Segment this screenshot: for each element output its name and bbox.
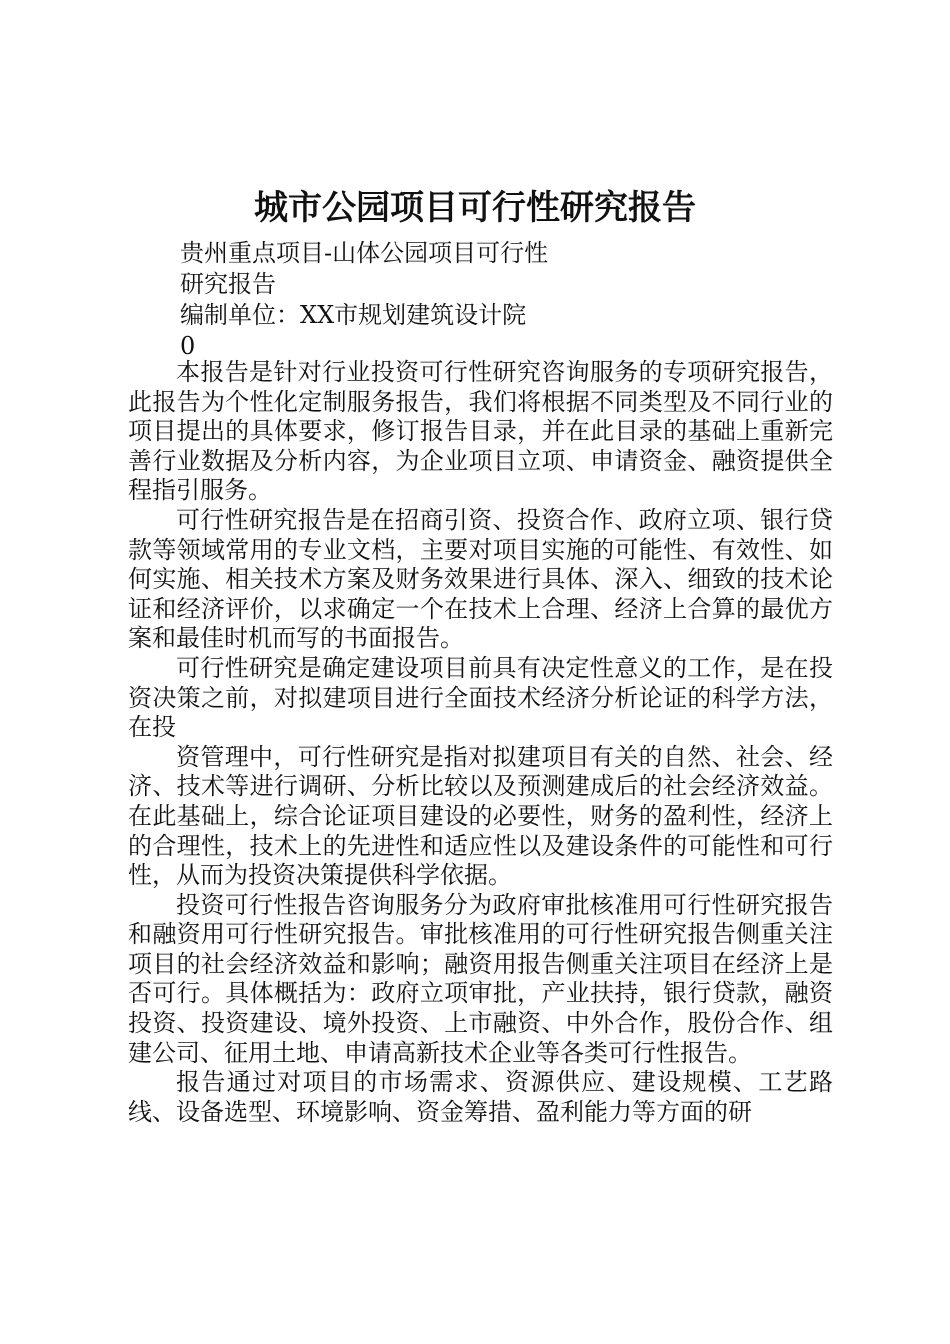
paragraph: 报告通过对项目的市场需求、资源供应、建设规模、工艺路线、设备选型、环境影响、资金筹措、盈利能力等方面的研 (128, 1068, 833, 1126)
number-line: 0 (180, 332, 196, 360)
paragraph: 可行性研究报告是在招商引资、投资合作、政府立项、银行贷款等领域常用的专业文档，主要对项目实施的可能性、有效性、如何实施、相关技术方案及财务效果进行具体、深入、细致的技术论证和经济评价，以求确定一个在技术上合理、经济上合算的最优方案和最佳时机而写的书面报告。 (128, 505, 833, 653)
subtitle-line-1: 贵州重点项目-山体公园项目可行性 (180, 239, 549, 267)
paragraph: 资管理中，可行性研究是指对拟建项目有关的自然、社会、经济、技术等进行调研、分析比较以及预测建成后的社会经济效益。在此基础上，综合论证项目建设的必要性，财务的盈利性，经济上的合理性，技术上的先进性和适应性以及建设条件的可能性和可行性，从而为投资决策提供科学依据。 (128, 742, 833, 890)
document-title: 城市公园项目可行性研究报告 (254, 188, 696, 228)
paragraph: 本报告是针对行业投资可行性研究咨询服务的专项研究报告，此报告为个性化定制服务报告，我们将根据不同类型及不同行业的项目提出的具体要求，修订报告目录，并在此目录的基础上重新完善行业数据及分析内容，为企业项目立项、申请资金、融资提供全程指引服务。 (128, 358, 833, 505)
author-line: 编制单位：XX市规划建筑设计院 (180, 301, 527, 329)
paragraph: 投资可行性报告咨询服务分为政府审批核准用可行性研究报告和融资用可行性研究报告。审批核准用的可行性研究报告侧重关注项目的社会经济效益和影响；融资用报告侧重关注项目在经济上是否可行。具体概括为：政府立项审批，产业扶持，银行贷款，融资投资、投资建设、境外投资、上市融资、中外合作，股份合作、组建公司、征用土地、申请高新技术企业等各类可行性报告。 (128, 890, 833, 1067)
paragraph: 可行性研究是确定建设项目前具有决定性意义的工作，是在投资决策之前，对拟建项目进行全面技术经济分析论证的科学方法，在投 (128, 653, 833, 742)
subtitle-line-2: 研究报告 (180, 270, 276, 298)
document-body (128, 358, 833, 1127)
